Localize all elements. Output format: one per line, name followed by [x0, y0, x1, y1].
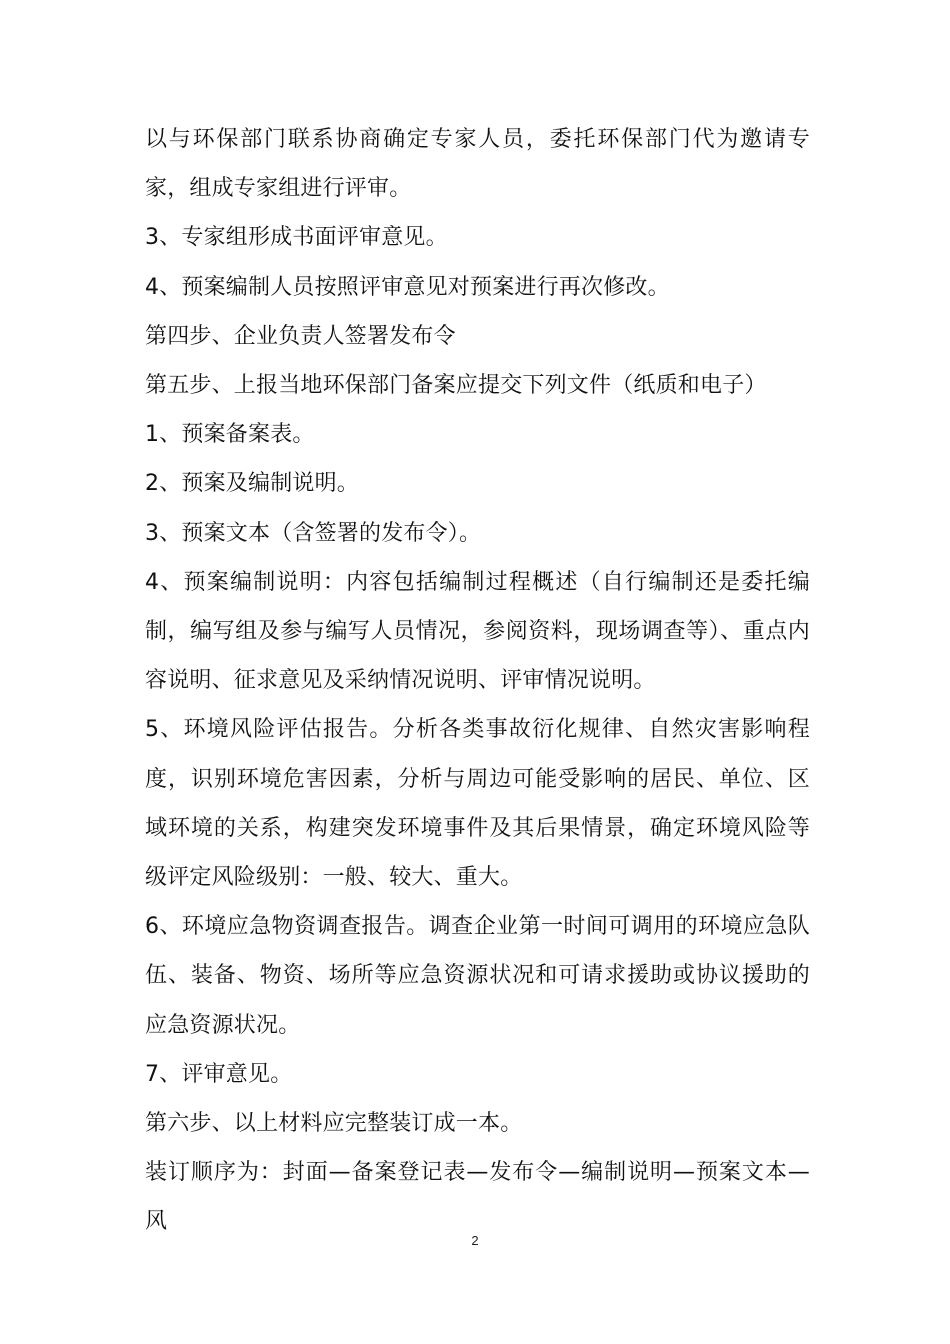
paragraph-expert-invitation: 以与环保部门联系协商确定专家人员，委托环保部门代为邀请专家，组成专家组进行评审。	[145, 127, 810, 202]
list-item-4: 4、预案编制说明：内容包括编制过程概述（自行编制还是委托编制，编写组及参与编写人员情况，参阅资料，现场调查等）、重点内容说明、征求意见及采纳情况说明、评审情况说明。	[145, 569, 810, 694]
list-item-7: 7、评审意见。	[145, 1061, 293, 1087]
paragraph-sixth-step: 第六步、以上材料应完整装订成一本。	[145, 1111, 523, 1137]
paragraph-fifth-step: 第五步、上报当地环保部门备案应提交下列文件（纸质和电子）	[145, 373, 767, 399]
page-number: 2	[471, 1233, 479, 1248]
list-item-6: 6、环境应急物资调查报告。调查企业第一时间可调用的环境应急队伍、装备、物资、场所等应急资源状况和可请求援助或协议援助的应急资源状况。	[145, 914, 810, 1038]
paragraph-binding-order: 装订顺序为：封面—备案登记表—发布令—编制说明—预案文本—风	[145, 1160, 810, 1235]
list-item-2: 2、预案及编制说明。	[145, 471, 359, 497]
list-item-3: 3、预案文本（含签署的发布令）。	[145, 520, 482, 546]
paragraph-step3-written-opinion: 3、专家组形成书面评审意见。	[145, 225, 448, 251]
list-item-5: 5、环境风险评估报告。分析各类事故衍化规律、自然灾害影响程度，识别环境危害因素，分析与周边可能受影响的居民、单位、区域环境的关系，构建突发环境事件及其后果情景，确定环境风险等级评定风险级别：一般、较大、重大。	[145, 717, 810, 891]
paragraph-fourth-step: 第四步、企业负责人签署发布令	[145, 323, 456, 349]
list-item-1: 1、预案备案表。	[145, 422, 315, 448]
page-body	[145, 115, 810, 1247]
paragraph-step4-revision: 4、预案编制人员按照评审意见对预案进行再次修改。	[145, 274, 670, 300]
